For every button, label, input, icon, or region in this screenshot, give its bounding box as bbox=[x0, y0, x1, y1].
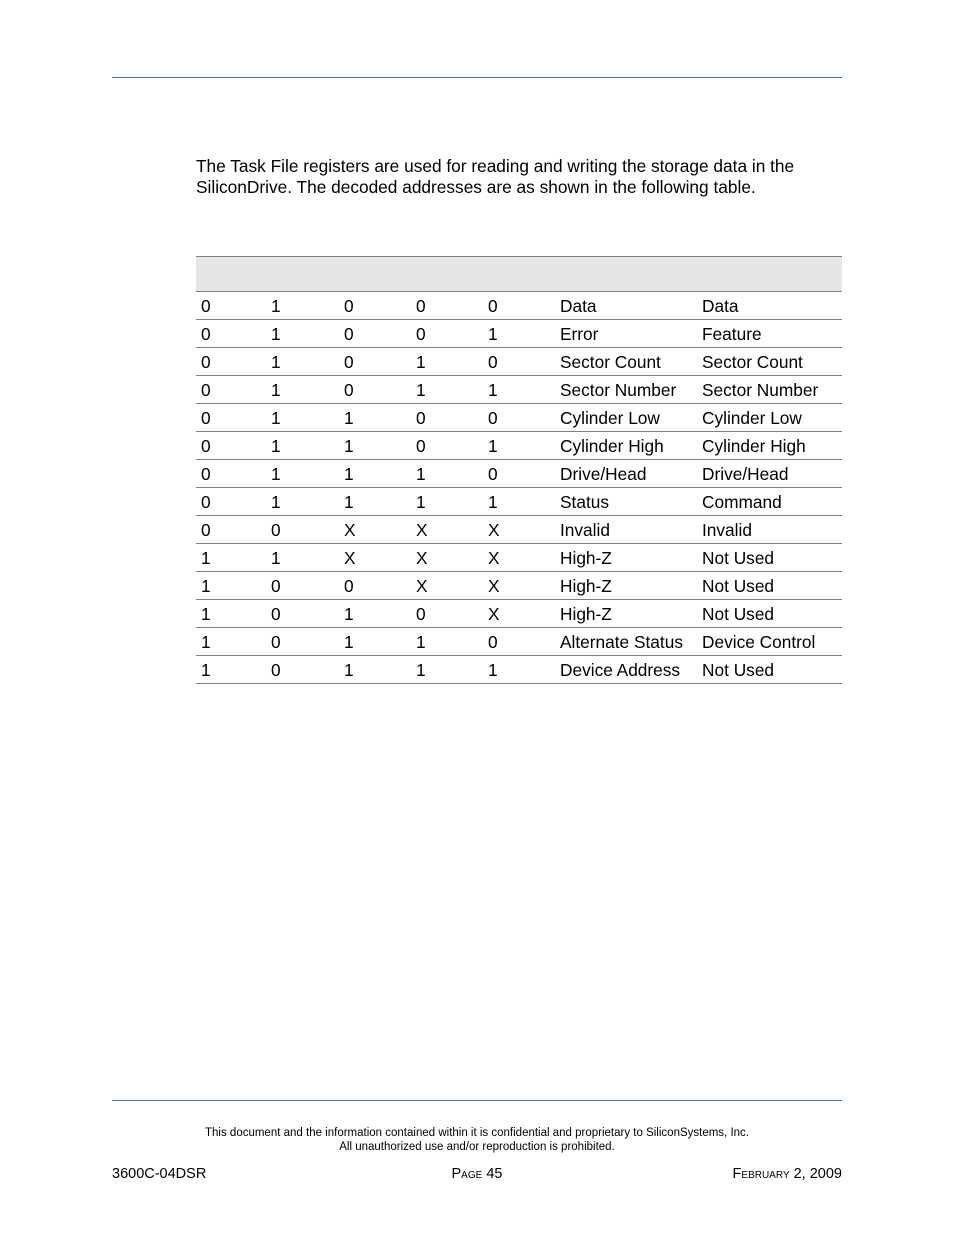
table-cell: 0 bbox=[196, 516, 268, 544]
table-cell: Invalid bbox=[558, 516, 700, 544]
table-cell: 1 bbox=[485, 432, 558, 460]
table-cell: 1 bbox=[196, 628, 268, 656]
table-cell: 1 bbox=[268, 292, 341, 320]
table-cell: 0 bbox=[341, 320, 413, 348]
footer-rule bbox=[112, 1100, 842, 1101]
header-cell bbox=[268, 257, 341, 292]
table-cell: 0 bbox=[485, 292, 558, 320]
table-cell: Sector Count bbox=[558, 348, 700, 376]
table-cell: Not Used bbox=[700, 600, 842, 628]
table-cell: 0 bbox=[485, 348, 558, 376]
table-cell: 0 bbox=[196, 488, 268, 516]
table-cell: 0 bbox=[196, 348, 268, 376]
table-cell: Sector Number bbox=[700, 376, 842, 404]
table-cell: 1 bbox=[341, 404, 413, 432]
table-cell: 1 bbox=[196, 656, 268, 684]
table-cell: Not Used bbox=[700, 656, 842, 684]
task-file-register-table bbox=[196, 256, 842, 684]
table-cell: 0 bbox=[413, 432, 485, 460]
table-cell: Cylinder High bbox=[700, 432, 842, 460]
table-cell: 0 bbox=[268, 572, 341, 600]
table-row bbox=[196, 376, 842, 404]
document-date bbox=[733, 1166, 842, 1182]
table-cell: 0 bbox=[485, 404, 558, 432]
table-cell: Sector Number bbox=[558, 376, 700, 404]
table-cell: Invalid bbox=[700, 516, 842, 544]
table-cell: 0 bbox=[341, 348, 413, 376]
table-cell: 0 bbox=[196, 432, 268, 460]
table-cell: Device Control bbox=[700, 628, 842, 656]
table-cell: 1 bbox=[341, 488, 413, 516]
header-cell bbox=[485, 257, 558, 292]
confidentiality-notice bbox=[0, 1127, 954, 1154]
table-row bbox=[196, 488, 842, 516]
table-cell: Not Used bbox=[700, 572, 842, 600]
table-cell: 1 bbox=[268, 460, 341, 488]
table-cell: 1 bbox=[268, 348, 341, 376]
table-cell: 0 bbox=[413, 600, 485, 628]
table-cell: 0 bbox=[341, 292, 413, 320]
table-cell: 0 bbox=[196, 460, 268, 488]
table-cell: X bbox=[341, 516, 413, 544]
table-row bbox=[196, 656, 842, 684]
confidentiality-line-1: This document and the information contained within it is confidential and proprietary to SiliconSystems, Inc. bbox=[205, 1127, 749, 1139]
header-cell bbox=[196, 257, 268, 292]
table-row bbox=[196, 460, 842, 488]
table-cell: 1 bbox=[413, 656, 485, 684]
table-cell: 0 bbox=[268, 628, 341, 656]
table-cell: 1 bbox=[341, 600, 413, 628]
table-cell: 1 bbox=[485, 376, 558, 404]
table-cell: X bbox=[485, 600, 558, 628]
table-cell: 1 bbox=[268, 404, 341, 432]
table-cell: 1 bbox=[413, 376, 485, 404]
table-cell: 1 bbox=[341, 628, 413, 656]
table-cell: Status bbox=[558, 488, 700, 516]
table-cell: 0 bbox=[341, 572, 413, 600]
table-row bbox=[196, 628, 842, 656]
table-cell: 1 bbox=[268, 488, 341, 516]
table-cell: 1 bbox=[485, 656, 558, 684]
table-cell: X bbox=[485, 544, 558, 572]
table-cell: 0 bbox=[196, 404, 268, 432]
page-number: 45 bbox=[486, 1166, 503, 1182]
intro-paragraph: The Task File registers are used for reading and writing the storage data in the SiliconDrive. The decoded addresses are as shown in the following table. bbox=[196, 156, 795, 197]
table-cell: Cylinder High bbox=[558, 432, 700, 460]
table-cell: 0 bbox=[268, 656, 341, 684]
table-cell: Error bbox=[558, 320, 700, 348]
table-cell: High-Z bbox=[558, 600, 700, 628]
page-label: Page bbox=[451, 1166, 483, 1182]
header-cell bbox=[341, 257, 413, 292]
table-cell: 1 bbox=[341, 460, 413, 488]
table-row bbox=[196, 348, 842, 376]
table-cell: 0 bbox=[268, 516, 341, 544]
table-cell: Alternate Status bbox=[558, 628, 700, 656]
table-cell: 0 bbox=[196, 376, 268, 404]
date-month: February bbox=[732, 1166, 790, 1182]
table-cell: Drive/Head bbox=[700, 460, 842, 488]
table-cell: 1 bbox=[268, 432, 341, 460]
table-cell: X bbox=[413, 544, 485, 572]
table-body bbox=[196, 292, 842, 684]
header-cell bbox=[700, 257, 842, 292]
table-cell: Cylinder Low bbox=[700, 404, 842, 432]
table-cell: 1 bbox=[268, 544, 341, 572]
table-row bbox=[196, 572, 842, 600]
table-cell: Cylinder Low bbox=[558, 404, 700, 432]
table-cell: 1 bbox=[341, 432, 413, 460]
document-number: 3600C-04DSR bbox=[112, 1166, 207, 1182]
table-cell: 0 bbox=[413, 404, 485, 432]
table-cell: 0 bbox=[485, 628, 558, 656]
table-row bbox=[196, 600, 842, 628]
table-cell: 0 bbox=[413, 320, 485, 348]
table-cell: 1 bbox=[196, 600, 268, 628]
header-cell bbox=[558, 257, 700, 292]
table-cell: 0 bbox=[196, 320, 268, 348]
confidentiality-line-2: All unauthorized use and/or reproduction is prohibited. bbox=[339, 1140, 615, 1153]
header-cell bbox=[413, 257, 485, 292]
table-cell: 1 bbox=[341, 656, 413, 684]
table-cell: 1 bbox=[196, 544, 268, 572]
table-cell: 1 bbox=[268, 376, 341, 404]
table-row bbox=[196, 292, 842, 320]
table-row bbox=[196, 544, 842, 572]
table-cell: 0 bbox=[268, 600, 341, 628]
table-row bbox=[196, 516, 842, 544]
table-row bbox=[196, 320, 842, 348]
table-cell: 0 bbox=[196, 292, 268, 320]
table-cell: 1 bbox=[268, 320, 341, 348]
table-cell: X bbox=[485, 516, 558, 544]
table-cell: 1 bbox=[196, 572, 268, 600]
table-cell: 1 bbox=[485, 488, 558, 516]
table-cell: 0 bbox=[413, 292, 485, 320]
table-cell: X bbox=[413, 516, 485, 544]
table-cell: 1 bbox=[413, 628, 485, 656]
table-cell: Command bbox=[700, 488, 842, 516]
table-cell: Sector Count bbox=[700, 348, 842, 376]
table-header-row bbox=[196, 257, 842, 292]
table-cell: Drive/Head bbox=[558, 460, 700, 488]
table-cell: X bbox=[485, 572, 558, 600]
table-cell: X bbox=[413, 572, 485, 600]
table-cell: Data bbox=[700, 292, 842, 320]
table-cell: X bbox=[341, 544, 413, 572]
table-cell: Not Used bbox=[700, 544, 842, 572]
table-cell: 1 bbox=[485, 320, 558, 348]
table-cell: Data bbox=[558, 292, 700, 320]
register-table bbox=[196, 256, 842, 684]
header-rule bbox=[112, 77, 842, 78]
table-cell: 0 bbox=[485, 460, 558, 488]
date-rest: 2, 2009 bbox=[793, 1166, 842, 1182]
table-cell: High-Z bbox=[558, 572, 700, 600]
table-row bbox=[196, 432, 842, 460]
table-cell: 0 bbox=[341, 376, 413, 404]
table-cell: Feature bbox=[700, 320, 842, 348]
table-cell: 1 bbox=[413, 348, 485, 376]
table-cell: 1 bbox=[413, 460, 485, 488]
table-cell: Device Address bbox=[558, 656, 700, 684]
table-cell: 1 bbox=[413, 488, 485, 516]
table-row bbox=[196, 404, 842, 432]
table-cell: High-Z bbox=[558, 544, 700, 572]
